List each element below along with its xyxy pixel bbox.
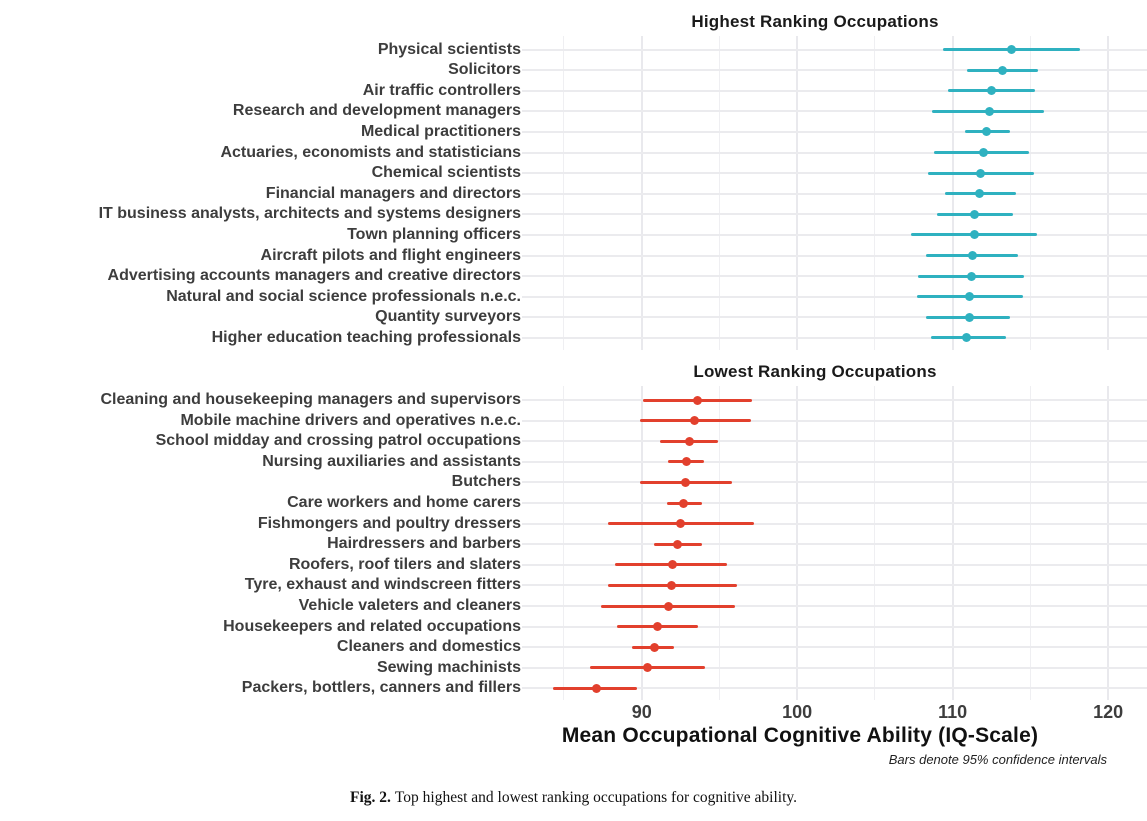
gridline-row — [522, 481, 1147, 483]
gridline-row — [522, 316, 1147, 318]
gridline-row — [522, 69, 1147, 71]
occupation-label: Research and development managers — [232, 102, 521, 120]
occupation-label: Housekeepers and related occupations — [223, 617, 521, 635]
mean-dot — [682, 457, 691, 466]
mean-dot — [968, 251, 977, 260]
mean-dot — [667, 581, 676, 590]
x-tick-label: 100 — [782, 702, 813, 722]
x-tick-label: 110 — [938, 702, 968, 722]
gridline-row — [522, 543, 1147, 545]
gridline-row — [522, 337, 1147, 339]
figure-caption-text: Top highest and lowest ranking occupations for cognitive ability. — [394, 789, 798, 806]
mean-dot — [998, 66, 1007, 75]
figure-caption-label: Fig. 2. — [349, 789, 391, 806]
occupation-label: Financial managers and directors — [265, 184, 521, 202]
mean-dot — [693, 396, 702, 405]
gridline-row — [522, 440, 1147, 442]
gridline-row — [522, 399, 1147, 401]
x-axis-title: Mean Occupational Cognitive Ability (IQ-Scale) — [561, 724, 1039, 747]
mean-dot — [650, 643, 659, 652]
gridline-row — [522, 131, 1147, 133]
mean-dot — [681, 478, 690, 487]
gridline-row — [522, 255, 1147, 257]
occupation-label: Butchers — [451, 473, 521, 491]
mean-dot — [970, 230, 979, 239]
occupation-label: Hairdressers and barbers — [327, 535, 521, 553]
gridline-row — [522, 275, 1147, 277]
occupation-label: Quantity surveyors — [375, 308, 521, 326]
gridline-row — [522, 90, 1147, 92]
mean-dot — [653, 622, 662, 631]
gridline-row — [522, 461, 1147, 463]
gridline-row — [522, 296, 1147, 298]
panel-title-lowest: Lowest Ranking Occupations — [693, 362, 937, 381]
mean-dot — [1007, 45, 1016, 54]
panel-title-highest: Highest Ranking Occupations — [691, 12, 939, 31]
gridline-row — [522, 626, 1147, 628]
occupation-label: Nursing auxiliaries and assistants — [262, 452, 521, 470]
occupation-label: Town planning officers — [347, 225, 521, 243]
occupation-label: Aircraft pilots and flight engineers — [260, 246, 521, 264]
mean-dot — [965, 292, 974, 301]
mean-dot — [967, 272, 976, 281]
mean-dot — [685, 437, 694, 446]
x-tick-label: 120 — [1093, 702, 1124, 722]
occupation-label: School midday and crossing patrol occupations — [155, 432, 521, 450]
occupation-label: Advertising accounts managers and creative directors — [107, 267, 521, 285]
occupation-label: Care workers and home carers — [287, 494, 521, 511]
occupation-label: Cleaning and housekeeping managers and supervisors — [100, 391, 521, 408]
gridline-row — [522, 646, 1147, 648]
occupation-label: Solicitors — [448, 61, 521, 79]
occupation-label: Physical scientists — [377, 40, 521, 58]
gridline-row — [522, 213, 1147, 215]
mean-dot — [982, 127, 991, 136]
occupation-label: Medical practitioners — [360, 122, 521, 140]
occupation-label: Sewing machinists — [376, 658, 521, 676]
mean-dot — [975, 189, 984, 198]
mean-dot — [690, 416, 699, 425]
mean-dot — [664, 602, 673, 611]
occupation-label: Packers, bottlers, canners and fillers — [241, 679, 521, 697]
ci-note: Bars denote 95% confidence intervals — [888, 752, 1107, 767]
mean-dot — [643, 663, 652, 672]
mean-dot — [970, 210, 979, 219]
gridline-row — [522, 172, 1147, 174]
occupation-label: Cleaners and domestics — [336, 638, 521, 656]
occupation-label: Actuaries, economists and statisticians — [220, 143, 521, 161]
mean-dot — [962, 333, 971, 342]
gridline-row — [522, 193, 1147, 195]
occupation-label: Vehicle valeters and cleaners — [298, 597, 521, 614]
gridline-row — [522, 234, 1147, 236]
mean-dot — [673, 540, 682, 549]
mean-dot — [668, 560, 677, 569]
occupation-label: Air traffic controllers — [362, 81, 521, 99]
occupation-label: Roofers, roof tilers and slaters — [288, 555, 521, 573]
gridline-row — [522, 152, 1147, 154]
figure-caption — [0, 789, 1147, 807]
occupation-label: IT business analysts, architects and systems designers — [98, 205, 521, 223]
gridline-row — [522, 110, 1147, 112]
occupation-label: Fishmongers and poultry dressers — [257, 514, 521, 532]
occupation-label: Higher education teaching professionals — [211, 328, 521, 346]
mean-dot — [592, 684, 601, 693]
occupation-label: Natural and social science professionals n.e.c. — [166, 287, 521, 305]
occupation-label: Mobile machine drivers and operatives n.e.c. — [180, 411, 521, 429]
mean-dot — [979, 148, 988, 157]
occupation-label: Tyre, exhaust and windscreen fitters — [244, 576, 521, 594]
occupation-label: Chemical scientists — [371, 164, 521, 182]
gridline-row — [522, 420, 1147, 422]
mean-dot — [976, 169, 985, 178]
mean-dot — [987, 86, 996, 95]
mean-dot — [985, 107, 994, 116]
mean-dot — [679, 499, 688, 508]
mean-dot — [965, 313, 974, 322]
x-tick-label: 90 — [631, 702, 652, 722]
mean-dot — [676, 519, 685, 528]
gridline-row — [522, 502, 1147, 504]
